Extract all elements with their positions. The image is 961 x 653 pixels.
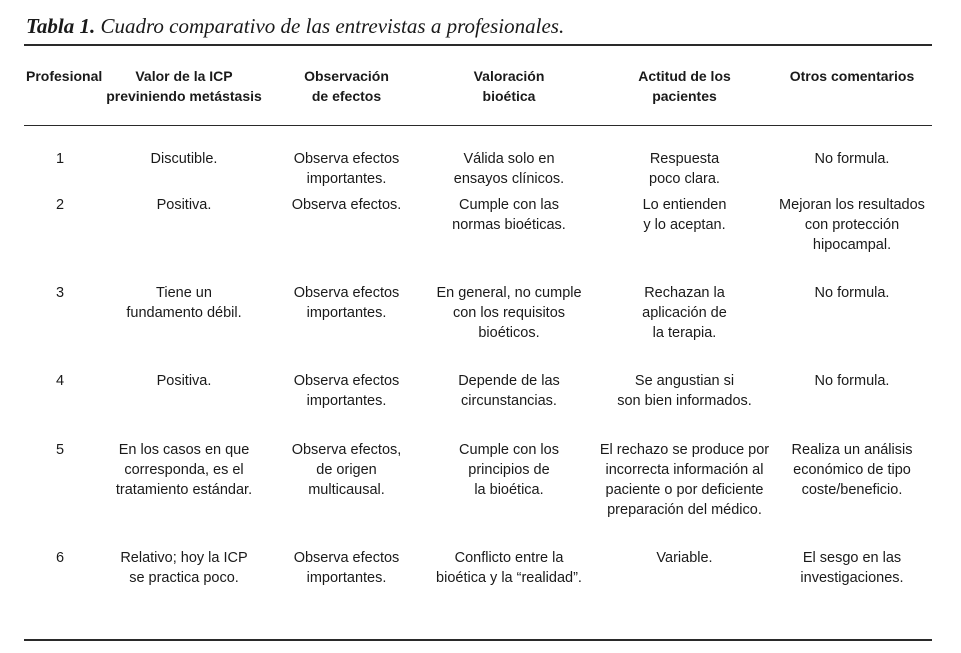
cell-observacion: Observa efectos importantes.	[293, 550, 400, 586]
cell-profesional: 5	[55, 442, 65, 458]
header-otros: Otros comentarios	[789, 68, 915, 84]
table-caption	[26, 14, 564, 39]
header-valoracion: Valoración bioética	[473, 68, 545, 104]
cell-profesional: 1	[55, 151, 65, 167]
cell-valor-icp: En los casos en que corresponda, es el tratamiento estándar.	[115, 442, 253, 498]
cell-actitud: Lo entienden y lo aceptan.	[642, 197, 727, 233]
cell-valoracion: Válida solo en ensayos clínicos.	[453, 151, 565, 187]
table-row	[24, 195, 932, 283]
bottom-rule	[24, 639, 932, 641]
cell-profesional: 3	[55, 285, 65, 301]
cell-actitud: Respuesta poco clara.	[649, 151, 720, 187]
cell-otros: No formula.	[814, 285, 890, 301]
cell-valoracion: Conflicto entre la bioética y la “realidad”.	[436, 550, 582, 586]
cell-valor-icp: Relativo; hoy la ICP se practica poco.	[120, 550, 248, 586]
cell-actitud: Variable.	[656, 550, 713, 566]
cell-otros: Realiza un análisis económico de tipo coste/beneficio.	[791, 442, 913, 498]
cell-valoracion: Depende de las circunstancias.	[458, 373, 560, 409]
cell-valoracion: En general, no cumple con los requisitos bioéticos.	[436, 285, 582, 341]
cell-observacion: Observa efectos importantes.	[293, 151, 400, 187]
cell-otros: No formula.	[814, 151, 890, 167]
cell-actitud: El rechazo se produce por incorrecta información al paciente o por deficiente preparación del médico.	[599, 442, 770, 518]
cell-observacion: Observa efectos, de origen multicausal.	[291, 442, 402, 498]
table-row	[24, 371, 932, 440]
table-caption-label: Tabla 1.	[26, 14, 96, 38]
header-actitud: Actitud de los pacientes	[638, 68, 731, 104]
table-row	[24, 548, 932, 618]
comparison-table	[24, 46, 932, 618]
table-row	[24, 283, 932, 371]
cell-observacion: Observa efectos importantes.	[293, 285, 400, 321]
table-row	[24, 126, 932, 195]
cell-valor-icp: Tiene un fundamento débil.	[126, 285, 242, 321]
cell-observacion: Observa efectos importantes.	[293, 373, 400, 409]
cell-actitud: Se angustian si son bien informados.	[617, 373, 752, 409]
cell-profesional: 6	[55, 550, 65, 566]
header-observacion: Observación de efectos	[304, 68, 389, 104]
cell-valoracion: Cumple con los principios de la bioética.	[459, 442, 559, 498]
cell-valor-icp: Discutible.	[150, 151, 218, 167]
cell-actitud: Rechazan la aplicación de la terapia.	[642, 285, 727, 341]
cell-otros: No formula.	[814, 373, 890, 389]
header-profesional: Profesional	[26, 68, 103, 84]
cell-valoracion: Cumple con las normas bioéticas.	[452, 197, 566, 233]
cell-profesional: 4	[55, 373, 65, 389]
header-valor-icp: Valor de la ICP previniendo metástasis	[106, 68, 262, 104]
cell-valor-icp: Positiva.	[156, 197, 212, 213]
cell-profesional: 2	[55, 197, 65, 213]
table-header-row	[24, 46, 932, 126]
table-caption-text: Cuadro comparativo de las entrevistas a profesionales.	[100, 14, 565, 38]
cell-otros: El sesgo en las investigaciones.	[800, 550, 904, 586]
cell-observacion: Observa efectos.	[291, 197, 402, 213]
cell-otros: Mejoran los resultados con protección hipocampal.	[779, 197, 925, 253]
table-row	[24, 440, 932, 548]
cell-valor-icp: Positiva.	[156, 373, 212, 389]
